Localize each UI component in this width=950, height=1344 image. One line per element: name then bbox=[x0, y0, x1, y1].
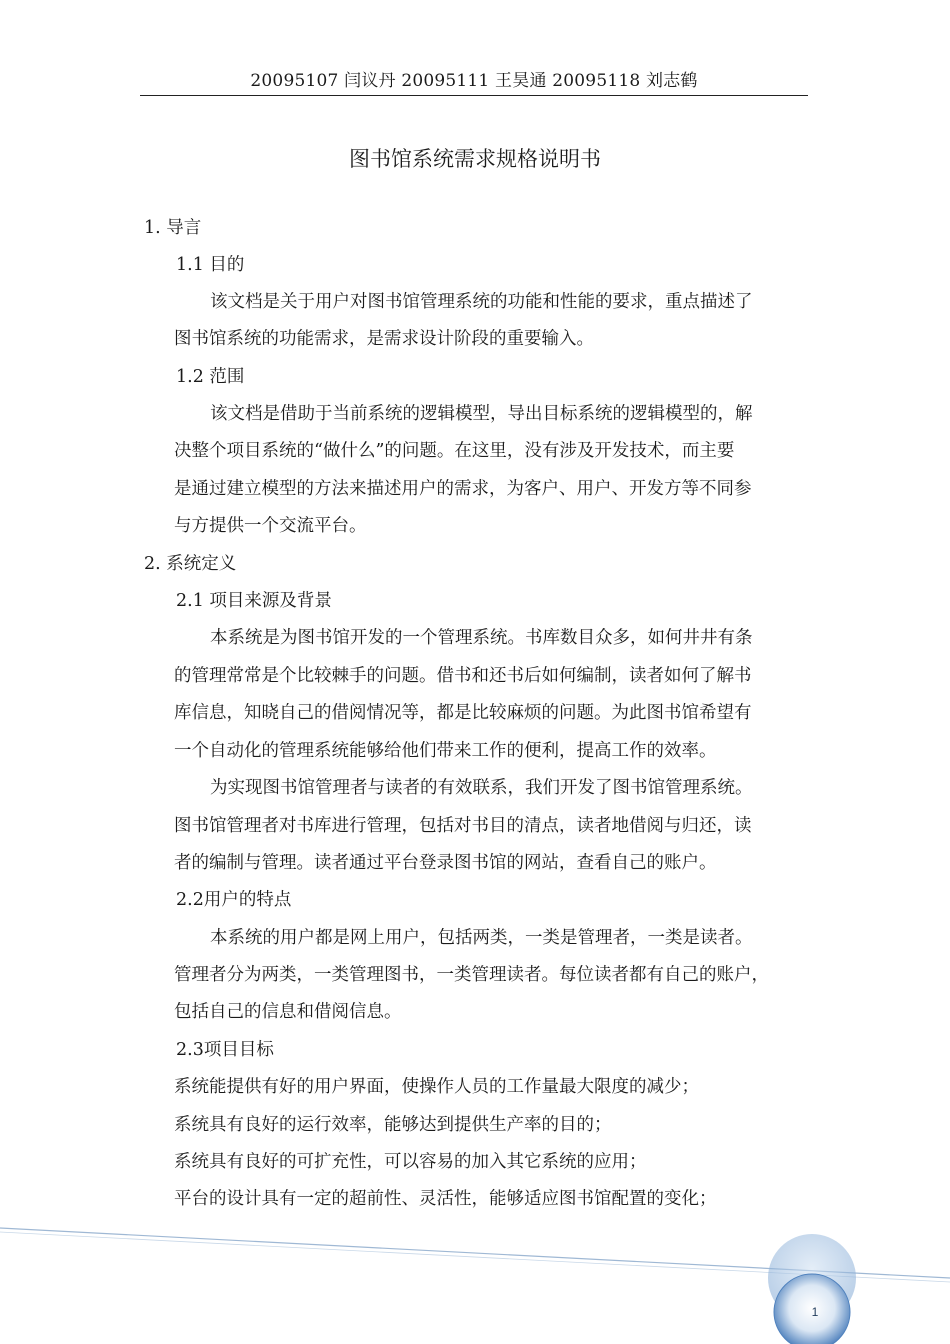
subsection-heading: 2.3项目目标 bbox=[176, 1040, 274, 1060]
list-item: 系统具有良好的运行效率，能够达到提供生产率的目的； bbox=[174, 1115, 612, 1135]
page-number: 1 bbox=[811, 1305, 819, 1319]
subsection-heading: 2.2用户的特点 bbox=[176, 890, 292, 910]
paragraph-line: 本系统的用户都是网上用户，包括两类，一类是管理者，一类是读者。 bbox=[210, 928, 753, 948]
paragraph-line: 图书馆管理者对书库进行管理，包括对书目的清点，读者地借阅与归还，读 bbox=[174, 816, 752, 836]
paragraph-line: 包括自己的信息和借阅信息。 bbox=[174, 1002, 402, 1022]
subsection-heading: 1.2 范围 bbox=[176, 367, 245, 387]
paragraph-line: 管理者分为两类，一类管理图书，一类管理读者。每位读者都有自己的账户， bbox=[174, 965, 769, 985]
paragraph-line: 本系统是为图书馆开发的一个管理系统。书库数目众多，如何井井有条 bbox=[210, 628, 753, 648]
list-item: 系统具有良好的可扩充性，可以容易的加入其它系统的应用； bbox=[174, 1152, 647, 1172]
list-item: 系统能提供有好的用户界面，使操作人员的工作量最大限度的减少； bbox=[174, 1077, 699, 1097]
document-title: 图书馆系统需求规格说明书 bbox=[349, 147, 601, 171]
paragraph-line: 库信息，知晓自己的借阅情况等，都是比较麻烦的问题。为此图书馆希望有 bbox=[174, 703, 752, 723]
page-header: 20095107 闫议丹 20095111 王昊通 20095118 刘志鹤 bbox=[250, 71, 698, 91]
paragraph-line: 图书馆系统的功能需求，是需求设计阶段的重要输入。 bbox=[174, 329, 594, 349]
paragraph-line: 为实现图书馆管理者与读者的有效联系，我们开发了图书馆管理系统。 bbox=[210, 778, 753, 798]
paragraph-line: 者的编制与管理。读者通过平台登录图书馆的网站，查看自己的账户。 bbox=[174, 853, 717, 873]
paragraph-line: 与方提供一个交流平台。 bbox=[174, 516, 367, 536]
page-footer-decoration bbox=[0, 1200, 950, 1344]
subsection-heading: 2.1 项目来源及背景 bbox=[176, 591, 332, 611]
section-heading: 2. 系统定义 bbox=[144, 554, 237, 574]
section-heading: 1. 导言 bbox=[144, 218, 202, 238]
subsection-heading: 1.1 目的 bbox=[176, 255, 245, 275]
header-rule bbox=[140, 95, 808, 96]
list-item: 平台的设计具有一定的超前性、灵活性，能够适应图书馆配置的变化； bbox=[174, 1189, 717, 1209]
paragraph-line: 的管理常常是个比较棘手的问题。借书和还书后如何编制，读者如何了解书 bbox=[174, 666, 752, 686]
paragraph-line: 该文档是借助于当前系统的逻辑模型，导出目标系统的逻辑模型的，解 bbox=[210, 404, 753, 424]
paragraph-line: 一个自动化的管理系统能够给他们带来工作的便利，提高工作的效率。 bbox=[174, 741, 717, 761]
paragraph-line: 是通过建立模型的方法来描述用户的需求，为客户、用户、开发方等不同参 bbox=[174, 479, 752, 499]
paragraph-line: 该文档是关于用户对图书馆管理系统的功能和性能的要求，重点描述了 bbox=[210, 292, 753, 312]
paragraph-line: 决整个项目系统的“做什么”的问题。在这里，没有涉及开发技术，而主要 bbox=[174, 441, 735, 461]
